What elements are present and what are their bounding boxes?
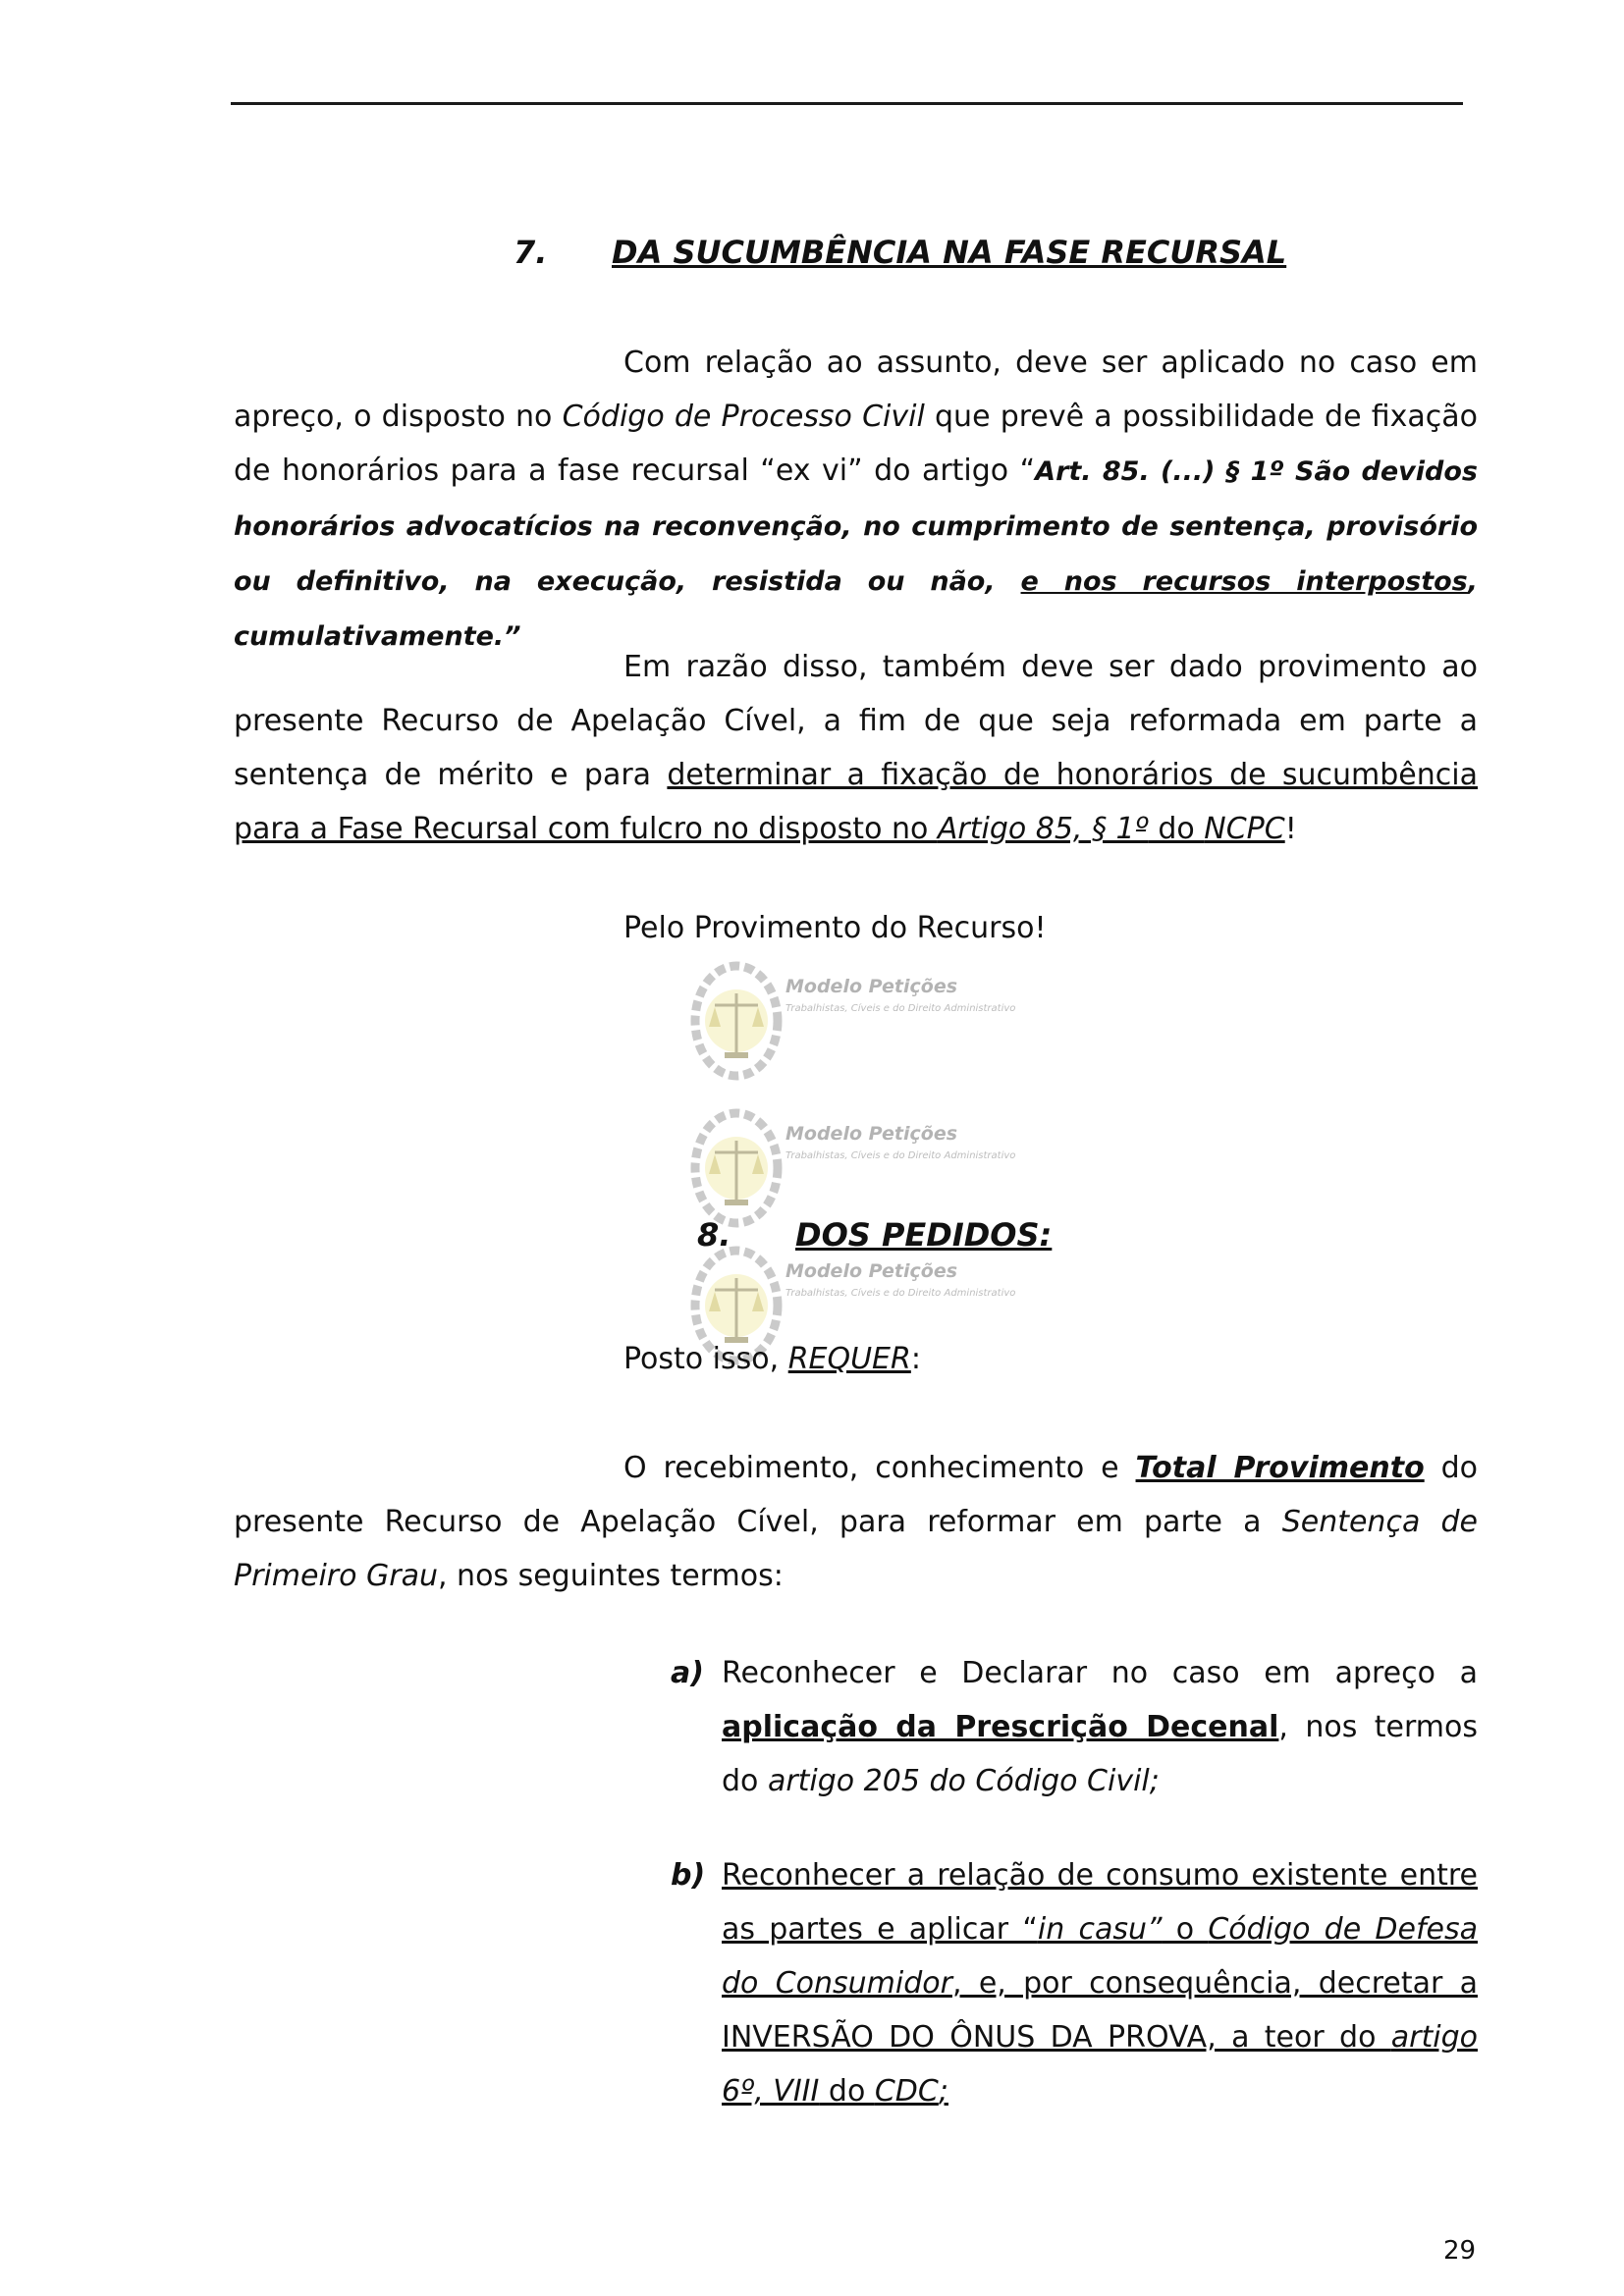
watermark-title: Modelo Petições [785,1260,958,1282]
prescricao-decenal: aplicação da Prescrição Decenal [722,1710,1279,1744]
watermark-logo [687,958,1016,1084]
article-85-quote-underlined: e nos recursos interpostos [1020,566,1468,597]
page-number: 29 [1443,2236,1477,2266]
artigo-85-reference: Artigo 85, § 1º [937,812,1149,846]
header-rule [231,102,1463,105]
section-title: DOS PEDIDOS: [795,1216,1053,1254]
requer-keyword: REQUER [787,1342,911,1376]
list-item: b) Reconhecer a relação de consumo existente entre as partes e aplicar “in casu” o Código de Defesa do Consumidor, e, por consequência, decretar a INVERSÃO DO ÔNUS DA PROVA, a teor do artigo 6º, VIII do CDC; [671,1848,1478,2118]
watermark-logo [687,1105,1016,1231]
scales-icon [687,1105,785,1231]
list-item: a) Reconhecer e Declarar no caso em apreço a aplicação da Prescrição Decenal, nos termos do artigo 205 do Código Civil; [671,1646,1478,1808]
watermark-subtitle: Trabalhistas, Cíveis e do Direito Administrativo [785,1003,1016,1014]
cdc-reference: CDC [874,2074,939,2109]
section-7-heading [514,231,1286,274]
watermark-title: Modelo Petições [785,976,958,997]
closing-line: Pelo Provimento do Recurso! [623,911,1047,945]
artigo-6-reference: artigo 6º, VIII [722,2020,1478,2109]
watermark-subtitle: Trabalhistas, Cíveis e do Direito Administrativo [785,1150,1016,1161]
scales-icon [687,958,785,1084]
watermark-subtitle: Trabalhistas, Cíveis e do Direito Administrativo [785,1288,1016,1299]
paragraph-pedidos: O recebimento, conhecimento e Total Provimento do presente Recurso de Apelação Cível, para reformar em parte a Sentença de Primeiro Grau, nos seguintes termos: [234,1451,1479,1593]
total-provimento: Total Provimento [1135,1451,1425,1485]
list-marker: a) [671,1656,704,1690]
watermark-title: Modelo Petições [785,1123,958,1145]
cdc-full-reference: Código de Defesa do Consumidor [722,1912,1478,2001]
cpc-reference: Código de Processo Civil [562,400,925,434]
fixacao-honorarios-request: determinar a fixação de honorários de sucumbência para a Fase Recursal com fulcro no disposto no [234,758,1478,846]
list-marker: b) [671,1858,706,1893]
paragraph-sucumbencia: Com relação ao assunto, deve ser aplicado no caso em apreço, o disposto no Código de Processo Civil que prevê a possibilidade de fixação de honorários para a fase recursal “ex vi” do artigo “Art. 85. (...) § 1º São devidos honorários advocatícios na reconvenção, no cumprimento de sentença, provisório ou definitivo, na execução, resistida ou não, e nos recursos interpostos, cumulativamente.” [234,346,1479,652]
section-number: 8. [697,1216,731,1254]
sentenca-reference: Sentença de Primeiro Grau [234,1505,1478,1593]
requer-line: Posto isso, REQUER: [623,1342,921,1376]
section-title: DA SUCUMBÊNCIA NA FASE RECURSAL [612,234,1287,271]
section-number: 7. [514,234,548,271]
ncpc-reference: NCPC [1204,812,1285,846]
paragraph-provimento: Em razão disso, também deve ser dado provimento ao presente Recurso de Apelação Cível, a fim de que seja reformada em parte a sentença de mérito e para determinar a fixação de honorários de sucumbência para a Fase Recursal com fulcro no disposto no Artigo 85, § 1º do NCPC! [234,650,1478,846]
artigo-205-reference: artigo 205 do Código Civil; [767,1764,1160,1798]
article-85-quote: Art. 85. (...) § 1º São devidos honorários advocatícios na reconvenção, no cumprimento de sentença, provisório ou definitivo, na execução, resistida ou não, [234,456,1478,597]
